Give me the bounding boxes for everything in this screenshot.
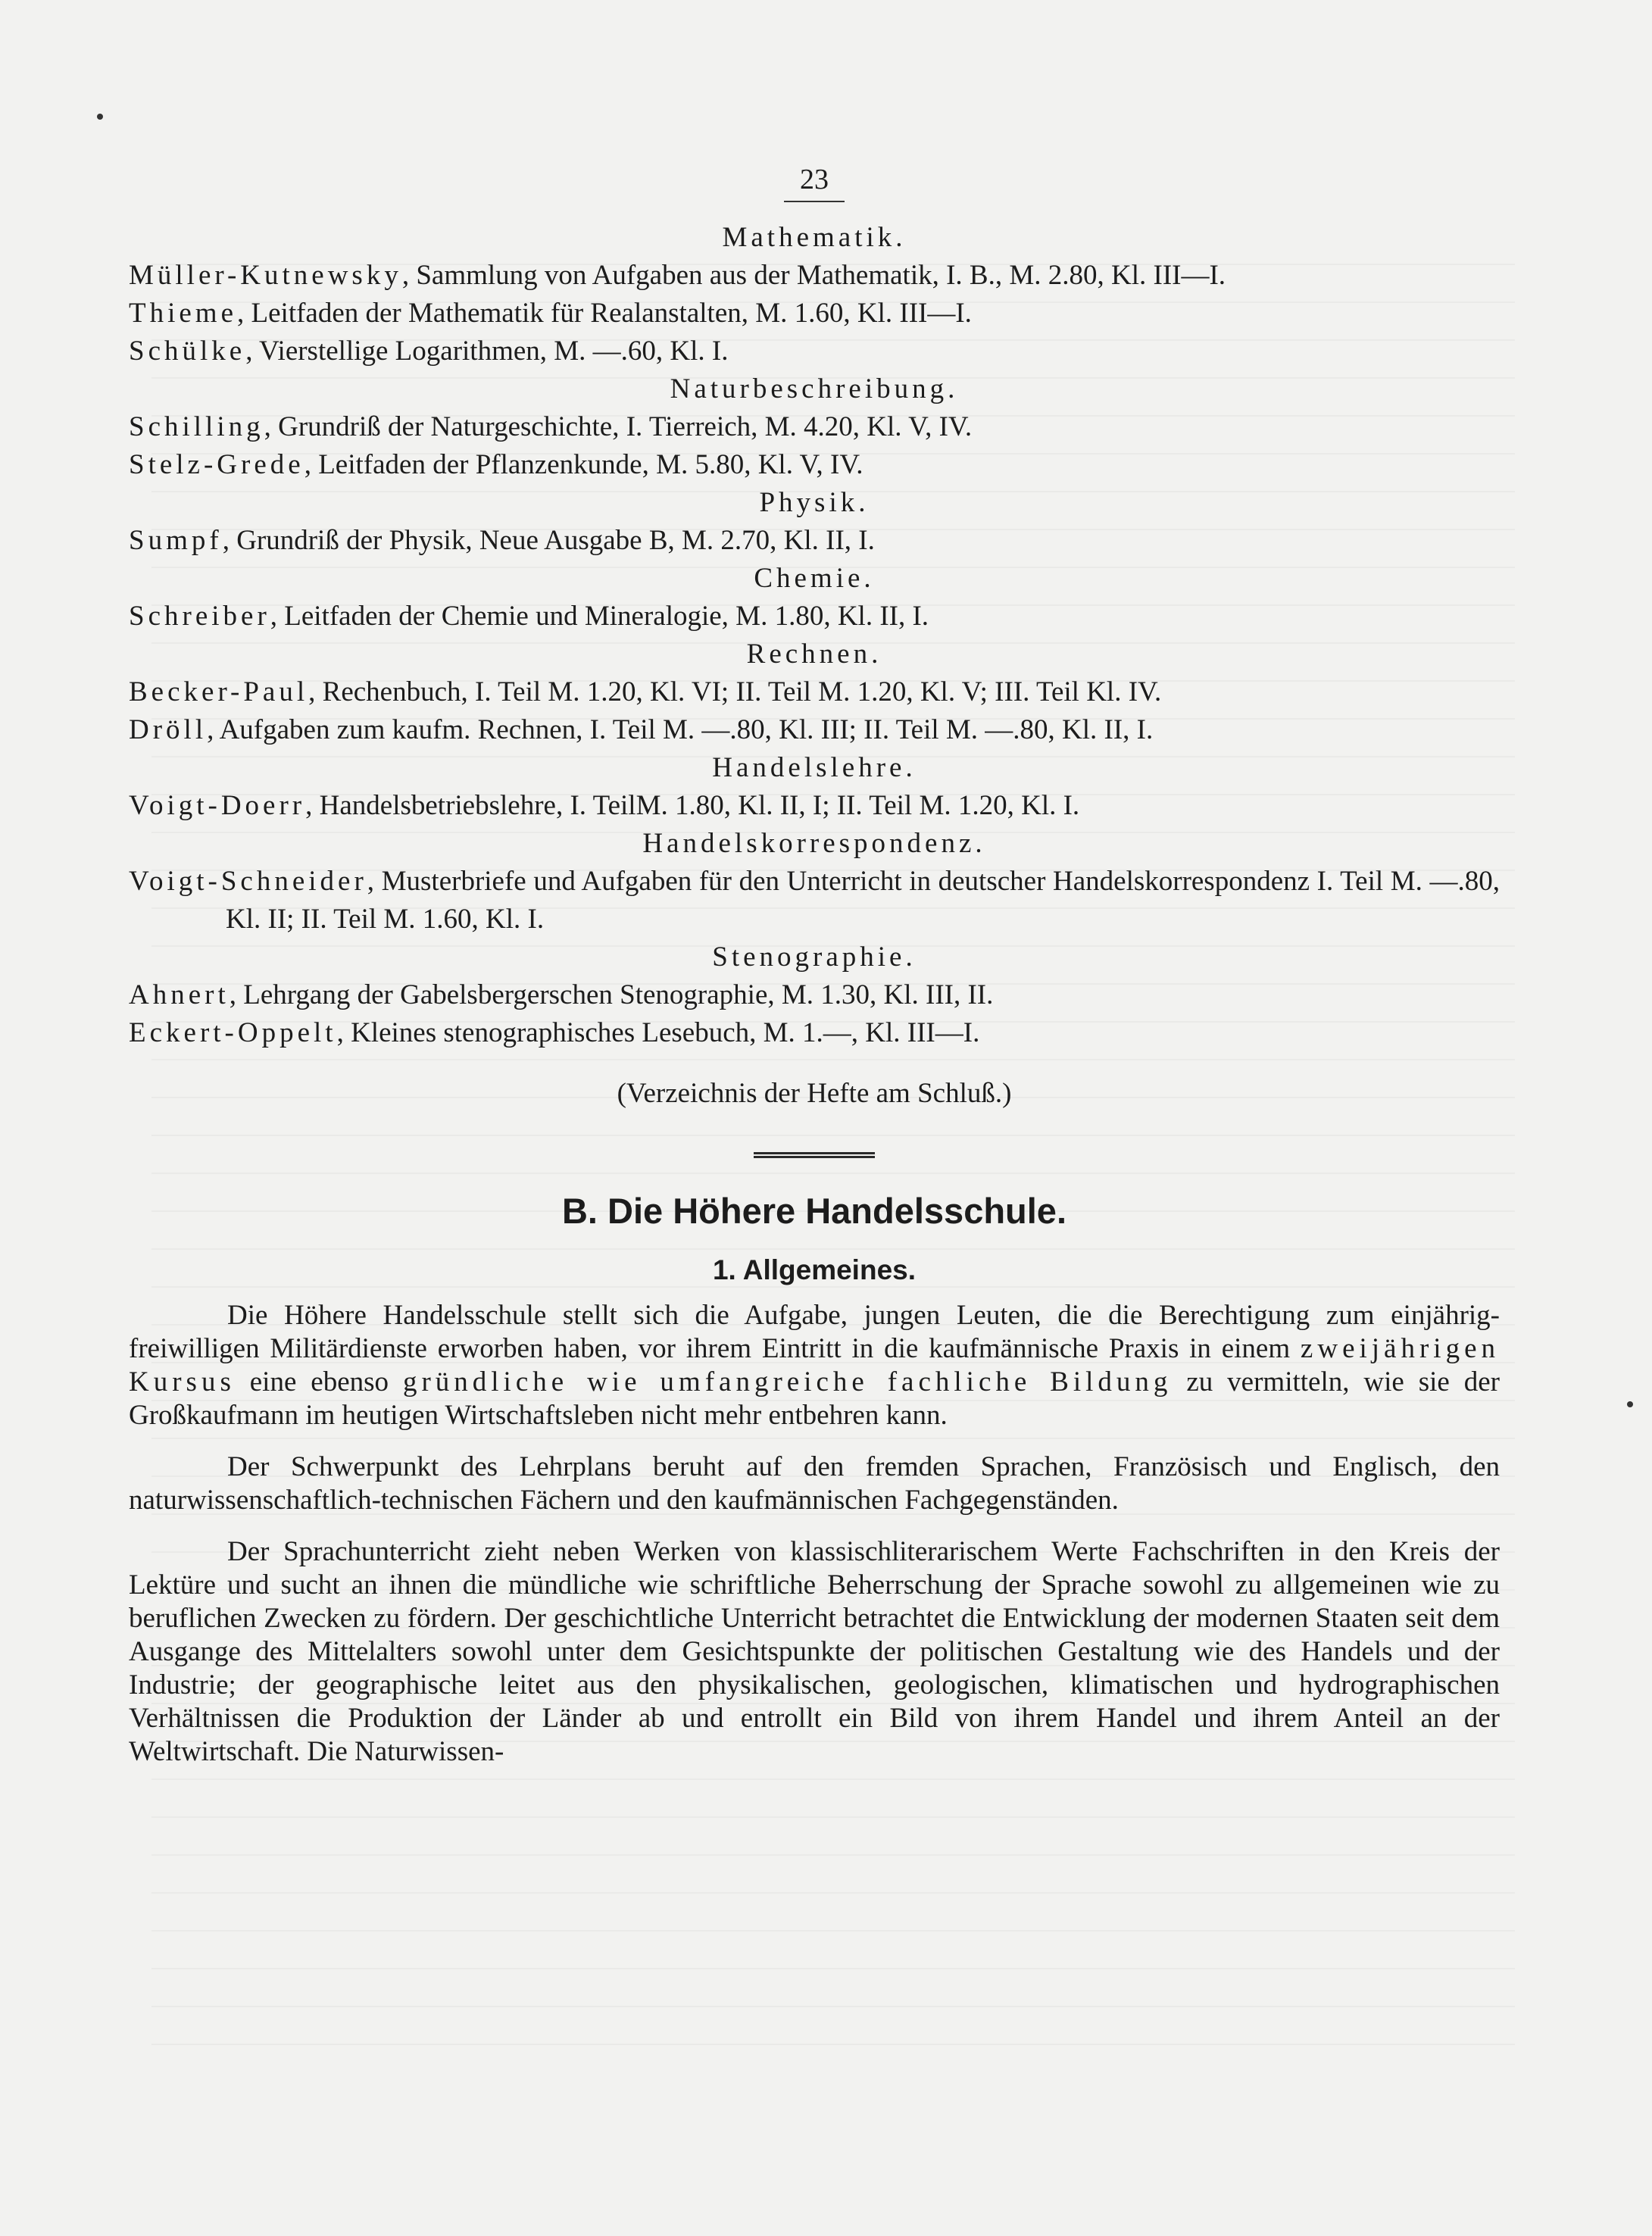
book-details: , Kleines stenographisches Lesebuch, M. 1.—, Kl. III—I. bbox=[336, 1017, 980, 1048]
section-heading-chemie: Chemie. bbox=[754, 563, 875, 594]
page-number: 23 bbox=[800, 164, 829, 195]
book-author: Dröll bbox=[129, 714, 208, 745]
book-details: , Rechenbuch, I. Teil M. 1.20, Kl. VI; II. Teil M. 1.20, Kl. V; III. Teil Kl. IV. bbox=[308, 676, 1162, 707]
section-heading-handelskorrespondenz: Handelskorrespondenz. bbox=[642, 828, 986, 859]
book-entry bbox=[129, 295, 1500, 333]
paragraph-2: Der Schwerpunkt des Lehrplans beruht auf den fremden Sprachen, Französisch und Englisch, den naturwissenschaftlich-technischen Fächern und den kaufmännischen Fachgegenständen. bbox=[129, 1451, 1500, 1516]
booklet-note: (Verzeichnis der Hefte am Schluß.) bbox=[617, 1078, 1012, 1109]
book-entry bbox=[129, 598, 1500, 636]
book-entry bbox=[129, 333, 1500, 370]
paragraph-text: eine ebenso bbox=[235, 1366, 403, 1398]
book-author: Schreiber bbox=[129, 601, 270, 632]
book-details: , Leitfaden der Chemie und Mineralogie, M. 1.80, Kl. II, I. bbox=[270, 601, 929, 632]
book-entry bbox=[129, 408, 1500, 446]
chapter-title: B. Die Höhere Handelsschule. bbox=[561, 1191, 1067, 1231]
book-details: , Grundriß der Physik, Neue Ausgabe B, M. 2.70, Kl. II, I. bbox=[222, 525, 875, 556]
section-heading-naturbeschreibung: Naturbeschreibung. bbox=[670, 373, 959, 404]
section-heading-handelslehre: Handelslehre. bbox=[712, 752, 917, 783]
book-author: Thieme bbox=[129, 298, 238, 329]
subsection-title: 1. Allgemeines. bbox=[712, 1254, 916, 1285]
emphasis-text: zweijährigen Kursus bbox=[129, 1333, 1500, 1398]
paragraph-3: Der Sprachunterricht zieht neben Werken von klassischliterarischem Werte Fachschriften in den Kreis der Lektüre und sucht an ihnen die mündliche wie schriftliche Beherrschung der Sprache sowohl zu allgemeinen wie zu beruflichen Zwecken zu fördern. Der geschichtliche Unterricht betrachtet die Entwicklung der modernen Staaten seit dem Ausgange des Mittelalters sowohl unter dem Gesichtspunkte der politischen Gestaltung wie des Handels und der Industrie; der geographische leitet aus den physikalischen, geologischen, klimatischen und hydrographischen Verhältnissen die Produktion der Länder ab und entrollt ein Bild von ihrem Handel und ihrem Anteil an der Weltwirtschaft. Die Naturwissen- bbox=[129, 1536, 1500, 1767]
book-details: , Leitfaden der Pflanzenkunde, M. 5.80, Kl. V, IV. bbox=[304, 449, 863, 480]
book-author: Schülke bbox=[129, 336, 246, 367]
section-divider bbox=[754, 1152, 875, 1158]
section-heading-rechnen: Rechnen. bbox=[746, 639, 882, 670]
book-author: Becker-Paul bbox=[129, 676, 309, 707]
section-heading-mathematik: Mathematik. bbox=[722, 222, 907, 253]
speck bbox=[1627, 1401, 1633, 1407]
book-author: Müller-Kutnewsky bbox=[129, 260, 402, 291]
book-author: Voigt-Schneider bbox=[129, 866, 367, 897]
book-author: Eckert-Oppelt bbox=[129, 1017, 337, 1048]
book-details: , Lehrgang der Gabelsbergerschen Stenographie, M. 1.30, Kl. III, II. bbox=[229, 979, 994, 1010]
book-details: , Aufgaben zum kaufm. Rechnen, I. Teil M. —.80, Kl. III; II. Teil M. —.80, Kl. II, I. bbox=[207, 714, 1154, 745]
book-entry bbox=[129, 787, 1500, 825]
paragraph-text: Die Höhere Handelsschule stellt sich die Aufgabe, jungen Leuten, die die Berechtigung zum einjährig-freiwilligen Militärdienste erworben haben, vor ihrem Eintritt in die kaufmännische Praxis in einem bbox=[129, 1300, 1500, 1364]
emphasis-text: gründliche wie umfangreiche fachliche Bildung bbox=[402, 1366, 1173, 1398]
page-number-rule bbox=[784, 201, 845, 202]
book-entry bbox=[129, 257, 1500, 295]
speck bbox=[97, 114, 103, 120]
book-author: Ahnert bbox=[129, 979, 230, 1010]
book-entry bbox=[129, 673, 1500, 711]
book-entry bbox=[129, 522, 1500, 560]
book-details: , Sammlung von Aufgaben aus der Mathematik, I. B., M. 2.80, Kl. III—I. bbox=[401, 260, 1226, 291]
book-details: , Vierstellige Logarithmen, M. —.60, Kl. I. bbox=[245, 336, 729, 367]
book-details: , Handelsbetriebslehre, I. TeilM. 1.80, Kl. II, I; II. Teil M. 1.20, Kl. I. bbox=[305, 790, 1080, 821]
document-page bbox=[129, 163, 1500, 1787]
book-author: Sumpf bbox=[129, 525, 223, 556]
section-heading-physik: Physik. bbox=[759, 487, 870, 518]
paragraph-1 bbox=[129, 1299, 1500, 1432]
book-details: , Leitfaden der Mathematik für Realanstalten, M. 1.60, Kl. III—I. bbox=[237, 298, 972, 329]
book-author: Schilling bbox=[129, 411, 264, 442]
book-author: Voigt-Doerr bbox=[129, 790, 306, 821]
book-entry bbox=[129, 1014, 1500, 1052]
book-details: , Grundriß der Naturgeschichte, I. Tierreich, M. 4.20, Kl. V, IV. bbox=[264, 411, 973, 442]
book-entry bbox=[129, 863, 1500, 938]
book-entry bbox=[129, 976, 1500, 1014]
paragraph-text: zu vermitteln, wie sie der Großkaufmann im heutigen Wirtschaftsleben nicht mehr entbehren kann. bbox=[129, 1366, 1500, 1431]
book-list bbox=[129, 219, 1500, 1052]
book-entry bbox=[129, 711, 1500, 749]
book-author: Stelz-Grede bbox=[129, 449, 304, 480]
book-entry bbox=[129, 446, 1500, 484]
section-heading-stenographie: Stenographie. bbox=[712, 942, 917, 973]
book-details: , Musterbriefe und Aufgaben für den Unterricht in deutscher Handelskorrespondenz I. Teil M. —.80, Kl. II; II. Teil M. 1.60, Kl. I. bbox=[226, 866, 1500, 935]
